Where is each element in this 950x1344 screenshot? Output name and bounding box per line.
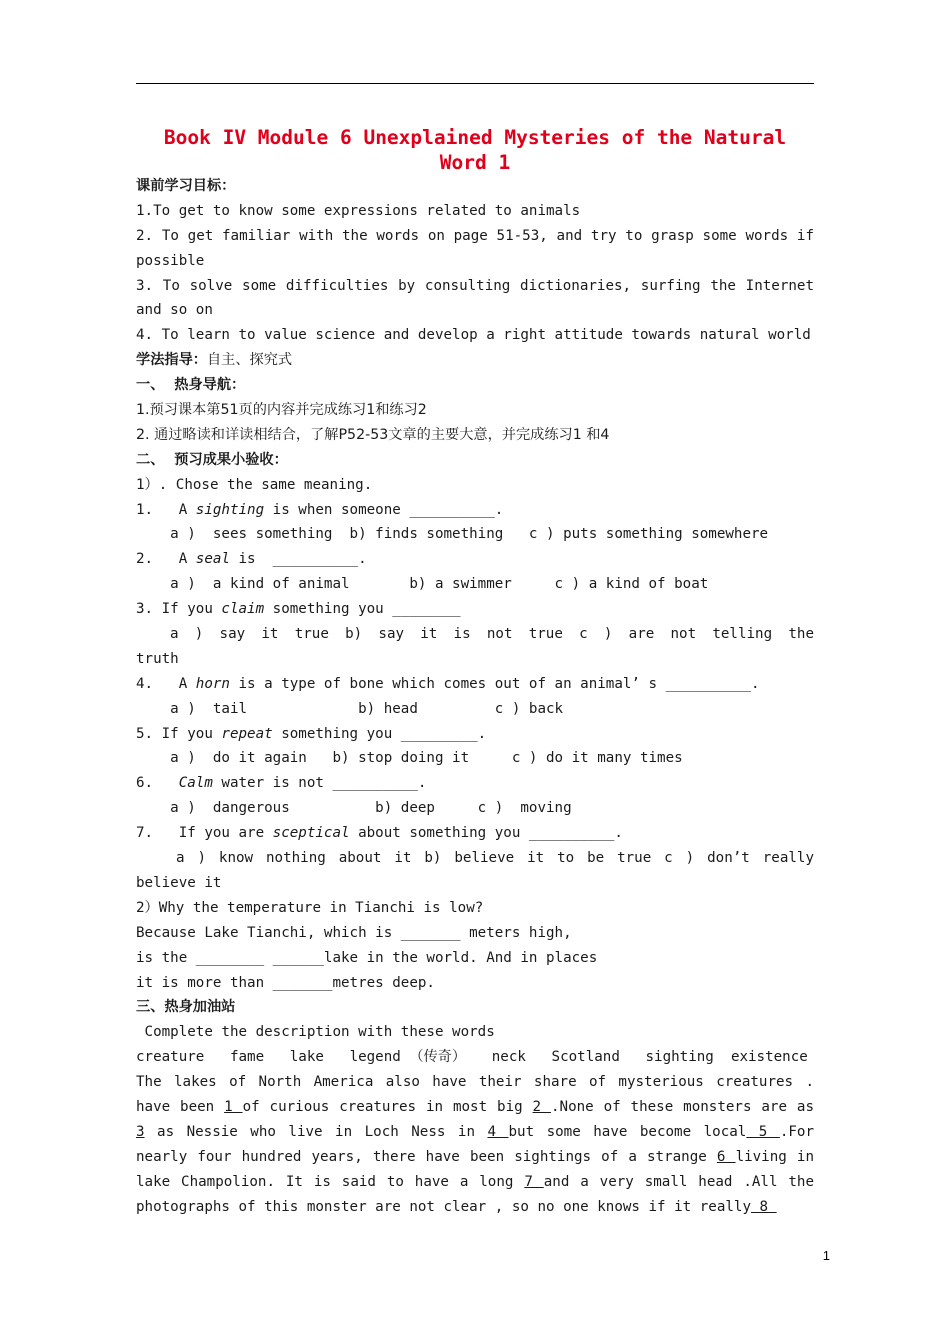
question-6: 6. Calm water is not __________. (136, 775, 427, 792)
word-bank-item: lake (289, 1049, 324, 1066)
header-rule (136, 83, 814, 84)
objective-3: 3. To solve some difficulties by consulting dictionaries, surfing the Internet (136, 277, 814, 294)
section-1-heading: 一、 热身导航： (136, 377, 246, 394)
part-2-line-1: Because Lake Tianchi, which is _______ meters high, (136, 924, 572, 941)
section-1-item-1: 1.预习课本第51页的内容并完成练习1和练习2 (136, 402, 427, 419)
question-2-options: a ) a kind of animal b) a swimmer c ) a kind of boat (136, 576, 709, 593)
question-3: 3. If you claim something you ________ (136, 601, 461, 618)
objective-4: 4. To learn to value science and develop a right attitude towards natural world (136, 327, 811, 344)
part-1-title: 1）. Chose the same meaning. (136, 476, 373, 493)
blank-1: 1 (224, 1098, 243, 1115)
word-bank-item: creature (136, 1049, 205, 1066)
section-3-instruction: Complete the description with these words (136, 1024, 495, 1041)
question-7-options: a ) know nothing about it b) believe it to be true c ) don’t really (176, 850, 814, 867)
part-2-title: 2）Why the temperature in Tianchi is low? (136, 899, 484, 916)
question-3-options: a ) say it true b) say it is not true c ) are not telling the (170, 626, 814, 643)
section-3-heading: 三、热身加油站 (136, 999, 236, 1016)
question-6-options: a ) dangerous b) deep c ) moving (136, 800, 572, 817)
question-7-options-cont: believe it (136, 874, 222, 891)
keyword: Calm (178, 775, 213, 792)
question-3-options-cont: truth (136, 650, 179, 667)
keyword: repeat (221, 725, 273, 742)
part-2-line-3: it is more than _______metres deep. (136, 974, 435, 991)
document-body (136, 174, 814, 1219)
keyword: sceptical (272, 825, 350, 842)
blank-7: 7 (524, 1173, 544, 1190)
word-bank-item: fame (229, 1049, 265, 1066)
document-title-line-1: Book IV Module 6 Unexplained Mysteries of the Natural (163, 126, 787, 149)
part-2-line-2: is the ________ ______lake in the world. And in places (136, 949, 598, 966)
document-title-line-2: Word 1 (439, 151, 511, 174)
objective-3-cont: and so on (136, 302, 213, 319)
question-5: 5. If you repeat something you _________. (136, 725, 487, 742)
method-text: 自主、探究式 (206, 352, 293, 369)
keyword: horn (195, 675, 230, 692)
objective-2: 2. To get familiar with the words on page 51-53, and try to grasp some words if (136, 227, 814, 244)
keyword: claim (221, 601, 265, 618)
question-1: 1. A sighting is when someone __________. (136, 501, 504, 518)
method-line (136, 348, 814, 373)
question-4-options: a ) tail b) head c ) back (136, 700, 564, 717)
passage-line-1: The lakes of North America also have their share of mysterious creatures . (136, 1074, 814, 1091)
question-7: 7. If you are sceptical about something you __________. (136, 825, 623, 842)
word-bank-item: neck (491, 1049, 526, 1066)
question-1-options: a ) sees something b) finds something c ) puts something somewhere (136, 526, 769, 543)
word-bank-item: sighting (645, 1049, 714, 1066)
keyword: seal (195, 551, 230, 568)
word-bank (136, 1045, 814, 1070)
blank-8: 8 (751, 1198, 777, 1215)
objective-2-cont: possible (136, 252, 205, 269)
objective-1: 1.To get to know some expressions related to animals (136, 202, 581, 219)
blank-5: 5 (746, 1123, 780, 1140)
blank-2: 2 (532, 1098, 551, 1115)
question-5-options: a ) do it again b) stop doing it c ) do it many times (136, 750, 683, 767)
objectives-heading: 课前学习目标： (136, 178, 236, 194)
passage-line-3: 3 as Nessie who live in Loch Ness in 4 but some have become local 5 .For (136, 1123, 814, 1140)
blank-6: 6 (716, 1148, 736, 1165)
passage-line-6: photographs of this monster are not clear , so no one knows if it really 8 (136, 1198, 777, 1215)
blank-4: 4 (487, 1123, 509, 1140)
passage-line-4: nearly four hundred years, there have been sightings of a strange 6 living in (136, 1148, 814, 1165)
word-bank-item: legend （传奇） (349, 1049, 467, 1066)
section-1-item-2: 2. 通过略读和详读相结合，了解P52-53文章的主要大意，并完成练习1 和4 (136, 426, 610, 443)
word-bank-item: existence (730, 1049, 808, 1066)
question-2: 2. A seal is __________. (136, 551, 367, 568)
method-label: 学法指导： (136, 352, 207, 369)
keyword: sighting (195, 501, 265, 518)
page-number: 1 (822, 1248, 830, 1263)
question-4: 4. A horn is a type of bone which comes out of an animal’ s __________. (136, 675, 760, 692)
passage-line-5: lake Champolion. It is said to have a long 7 and a very small head .All the (136, 1173, 814, 1190)
word-bank-item: Scotland (551, 1049, 620, 1066)
section-2-heading: 二、 预习成果小验收： (136, 451, 288, 468)
passage-line-2: have been 1 of curious creatures in most big 2 .None of these monsters are as (136, 1098, 814, 1115)
blank-3: 3 (136, 1123, 145, 1140)
